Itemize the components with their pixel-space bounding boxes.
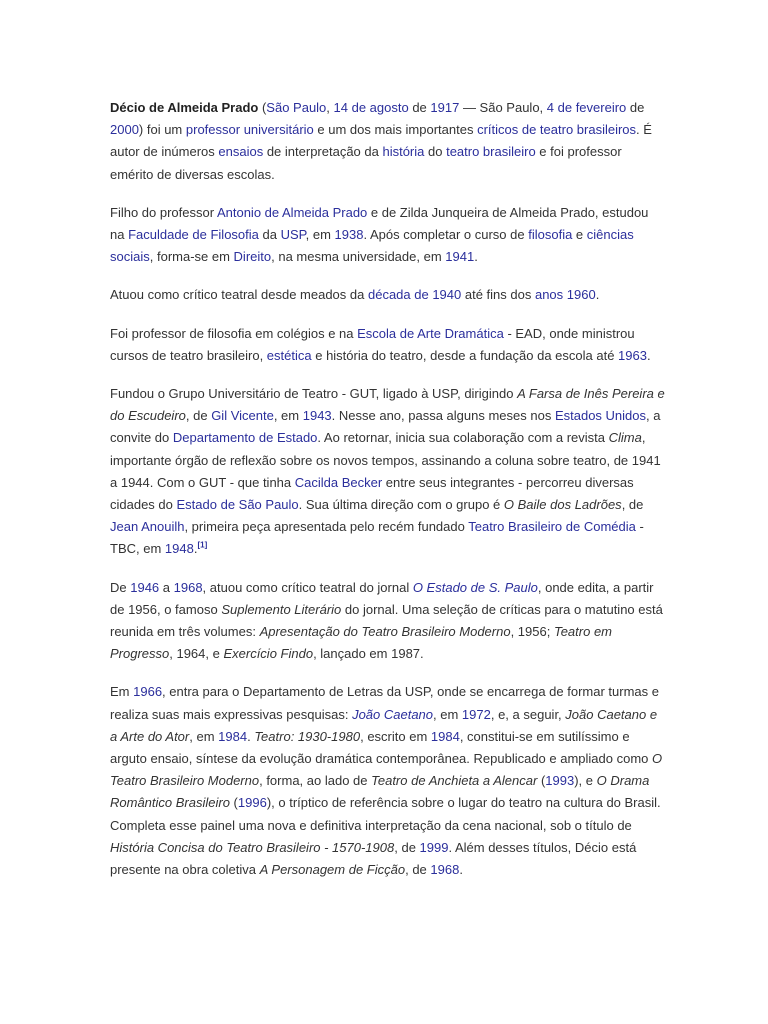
wiki-link[interactable]: anos 1960 [534,287,596,303]
italic-title: A Personagem de Ficção [259,862,406,878]
text-run: . Após completar o curso de [363,227,529,243]
text-run: Foi professor de filosofia em colégios e na [110,325,358,341]
text-run: , atuou como crítico teatral do jornal [202,579,413,595]
text-run: . É autor de inúmeros [110,122,652,160]
wiki-link[interactable]: 1972 [461,706,491,722]
text-run: . [459,862,463,878]
text-run: . [646,347,651,363]
text-run: e história do teatro, desde a fundação da escola até [311,347,619,363]
wiki-link[interactable]: Estado de São Paulo [176,497,299,513]
paragraph-4 [110,323,665,367]
wiki-link[interactable]: 1946 [130,579,160,595]
paragraph-3 [110,284,665,306]
paragraph-5 [110,383,665,561]
wiki-link[interactable]: 1941 [445,249,475,265]
wiki-link[interactable]: 1917 [430,100,460,115]
italic-title: Teatro: 1930-1980 [254,728,361,744]
wiki-link[interactable]: Cacilda Becker [294,474,383,490]
text-run: — São Paulo, [459,100,547,115]
text-run: . [474,249,478,265]
wiki-link[interactable]: 1938 [334,227,364,243]
text-run: , de [405,862,431,878]
italic-title: Exercício Findo [223,646,314,662]
text-run: do [424,144,447,160]
italic-title: Teatro de Anchieta a Alencar [371,773,538,789]
wiki-link[interactable]: 1993 [545,773,575,789]
text-run: , em [305,227,335,243]
text-run: , onde edita, a partir de 1956, o famoso [110,579,654,617]
text-run: Fundou o Grupo Universitário de Teatro - GUT, ligado à USP, dirigindo [110,386,518,402]
text-run: , forma-se em [149,249,234,265]
wiki-link[interactable]: 1968 [173,579,203,595]
text-run: da [258,227,281,243]
wiki-link[interactable]: Jean Anouilh [110,519,185,535]
text-run: . [595,287,600,303]
text-run: . Sua última direção com o grupo é [298,497,504,513]
wiki-link[interactable]: 1968 [430,862,460,878]
text-run: , a convite do [110,408,661,446]
wiki-link[interactable]: 1963 [618,347,647,363]
bold-title: Décio de Almeida Prado [110,100,259,115]
text-run: , forma, ao lado de [259,773,372,789]
text-run: ), o tríptico de referência sobre o lugar do teatro na cultura do Brasil. Completa esse painel uma nova e definitiva interpretação da cena nacional, sob o título de [110,795,661,833]
wiki-link[interactable]: Escola de Arte Dramática [357,325,504,341]
wiki-link[interactable]: história [382,144,425,160]
text-run: e [572,227,587,243]
wiki-link[interactable]: São Paulo [266,100,327,115]
wiki-link-italic[interactable]: O Estado de S. Paulo [412,579,538,595]
italic-title: Apresentação do Teatro Brasileiro Moderno [259,624,511,640]
text-run: ( [229,795,238,811]
wiki-link[interactable]: ciências sociais [110,227,634,265]
text-run: até fins dos [461,287,535,303]
wiki-link-italic[interactable]: João Caetano [352,706,434,722]
footnote-link[interactable]: [1] [197,541,208,551]
text-run: ), e [574,773,597,789]
wiki-link[interactable]: 2000 [110,122,139,138]
text-run: , importante órgão de reflexão sobre os novos tempos, assinando a coluna sobre teatro, de 1941 a 1944. Com o GUT - que tinha [110,430,661,490]
wiki-link[interactable]: Gil Vicente [211,408,274,424]
text-run: , em [189,728,219,744]
text-run: ( [258,100,267,115]
italic-title: A Farsa de Inês Pereira e do Escudeiro [110,386,665,424]
text-run: . Nesse ano, passa alguns meses nos [331,408,555,424]
text-run: , e, a seguir, [490,706,566,722]
wiki-link[interactable]: filosofia [528,227,573,243]
italic-title: O Teatro Brasileiro Moderno [110,751,663,789]
paragraph-1 [110,97,665,186]
paragraph-6 [110,577,665,666]
text-run: a [159,579,174,595]
text-run: . Ao retornar, inicia sua colaboração com a revista [317,430,609,446]
text-run: , 1964, e [169,646,224,662]
text-run: Filho do professor [110,204,217,220]
wiki-link[interactable]: 1966 [133,684,163,700]
wiki-link[interactable]: 4 de fevereiro [546,100,627,115]
italic-title: Suplemento Literário [221,601,342,617]
wiki-link[interactable]: USP [280,227,306,243]
text-run: - TBC, em [110,519,644,557]
text-run: , escrito em [360,728,431,744]
text-run: e foi professor emérito de diversas escolas. [110,144,622,182]
wiki-link[interactable]: 1984 [218,728,248,744]
wiki-link[interactable]: década de 1940 [367,287,462,303]
text-run: entre seus integrantes - percorreu diversas cidades do [110,474,634,513]
text-run: Atuou como crítico teatral desde meados da [110,287,368,303]
wiki-link[interactable]: 1943 [302,408,332,424]
wiki-link[interactable]: críticos de teatro brasileiros [477,122,637,138]
text-run: e um dos mais importantes [313,122,478,138]
text-run: e de Zilda Junqueira de Almeida Prado, estudou na [110,204,649,243]
text-run: , constitui-se em sutilíssimo e arguto ensaio, síntese da evolução dramática contemporânea. Republicado e ampliado como [110,728,653,767]
text-run: , primeira peça apresentada pelo recém fundado [184,519,469,535]
text-run: de [626,100,645,115]
text-run: . Além desses títulos, Décio está presente na obra coletiva [110,839,637,878]
text-run: - EAD, onde ministrou cursos de teatro brasileiro, [110,325,635,363]
italic-title: História Concisa do Teatro Brasileiro - 1570-1908 [110,839,395,855]
wiki-link[interactable]: Direito [233,249,272,265]
paragraph-7 [110,681,665,881]
text-run: De [110,579,131,595]
text-run: , em [273,408,303,424]
italic-title: Clima [608,430,642,446]
wiki-link[interactable]: 14 de agosto [333,100,409,115]
wiki-link[interactable]: 1984 [430,728,460,744]
wiki-link[interactable]: 1999 [419,839,449,855]
text-run: , lançado em 1987. [313,646,424,662]
wiki-link[interactable]: teatro brasileiro [446,144,536,160]
text-run: , em [433,706,462,722]
text-run: Em [110,684,134,700]
paragraph-2 [110,202,665,269]
wiki-link[interactable]: Faculdade de Filosofia [128,227,259,243]
wiki-link[interactable]: Departamento de Estado [172,430,318,446]
wiki-link[interactable]: estética [266,347,312,363]
text-run: , na mesma universidade, em [271,249,446,265]
text-run: ) foi um [138,122,186,138]
wiki-link[interactable]: professor universitário [185,122,314,138]
text-run: . [193,541,198,557]
italic-title: Teatro em Progresso [110,624,613,662]
text-run: , 1956; [510,624,554,640]
wiki-link[interactable]: 1996 [237,795,267,811]
text-run: , de [621,497,644,513]
text-run: de interpretação da [263,144,383,160]
wiki-link[interactable]: ensaios [218,144,264,160]
text-run: , de [394,839,420,855]
footnote-reference [197,541,207,550]
text-run: de [408,100,431,115]
wiki-link[interactable]: 1948 [164,541,194,557]
text-run: ( [537,773,546,789]
italic-title: O Baile dos Ladrões [503,497,622,513]
italic-title: João Caetano e a Arte do Ator [110,706,658,744]
text-run: , de [185,408,212,424]
text-run: , [326,100,334,115]
text-run: , entra para o Departamento de Letras da USP, onde se encarrega de formar turmas e realiza suas mais expressivas pesquisas: [110,684,659,722]
article-body [110,97,665,897]
wiki-link[interactable]: Antonio de Almeida Prado [216,204,368,220]
wiki-link[interactable]: Teatro Brasileiro de Comédia [468,519,636,535]
italic-title: O Drama Romântico Brasileiro [110,773,650,811]
wiki-link[interactable]: Estados Unidos [554,408,647,424]
text-run: do jornal. Uma seleção de críticas para o matutino está reunida em três volumes: [110,601,663,640]
text-run: . [247,728,255,744]
